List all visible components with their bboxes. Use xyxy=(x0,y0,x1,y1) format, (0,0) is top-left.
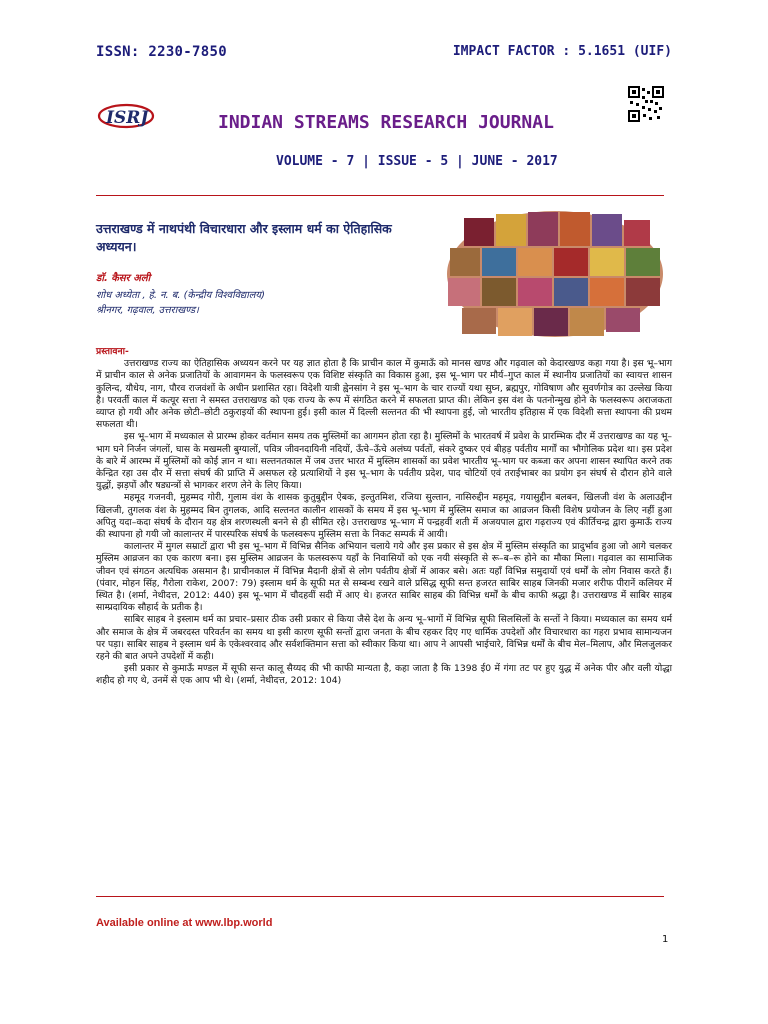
affiliation-line-2: श्रीनगर, गढ़वाल, उत्तराखण्ड। xyxy=(96,305,199,316)
isrj-logo xyxy=(96,100,158,136)
paragraph-3: महमूद गजनवी, मुहम्मद गोरी, गुलाम वंश के शासक कुतुबुद्दीन ऐबक, इल्तुतमिश, रजिया सुल्तान, नासिरुद्दीन महमूद, गयासुद्दीन बलबन, खिलजी वंश के अलाउद्दीन खिलजी, तुगलक वंश के मुहम्मद बिन तुगलक, आदि सल्तनत कालीन शासकों के समय में इस भू–भाग में मुस्लिम समाज का आव्रजन किसी विशेष प्रयोजन के लिए नहीं हुआ अपितु यदा–कदा संघर्ष के दौरान यह क्षेत्र शरणस्थली बनने से ही सीमित रहे। उत्तराखण्ड भू–भाग में पन्द्रहवीं शती में अजयपाल द्वारा गढ़राज्य एवं कीर्तिचन्द्र द्वारा कुमाऊँ राज्य की स्थापना हो गयी जो कालान्तर में पारस्परिक संघर्ष के फलस्वरूप मुस्लिम सत्ता के निकट सम्पर्क में आयी। xyxy=(96,492,672,541)
issn: ISSN: 2230-7850 xyxy=(96,44,227,60)
paragraph-2: इस भू–भाग में मध्यकाल से प्रारम्भ होकर वर्तमान समय तक मुस्लिमों का आगमन होता रहा है। मुस्लिमों के भारतवर्ष में प्रवेश के प्रारम्भिक दौर में उत्तराखण्ड का यह भू–भाग घने निर्जन जंगलों, घास के मखमली बुग्यालों, पवित्र जीवनदायिनी नदियों, ऊँचे–ऊँचे अलंघ्य पर्वतों, संकरे दुष्कर एवं बीहड़ पर्वतीय मार्गों का भौगोलिक प्रदेश था। इस प्रदेश के बारे में आरम्भ में मुस्लिमों को कोई ज्ञान न था। सल्तनतकाल में जब उत्तर भारत में मुस्लिम शासकों का प्रवेश भारतीय भू–भाग पर कब्जा कर अपना शासन स्थापित करने तक केन्द्रित रहा उस दौर में सत्ता संघर्ष की प्राप्ति में असफल रहे प्रत्याशियों ने इस भू–भाग के पर्वतीय प्रदेश, पाद चोटियों एवं तराईभाबर का प्रयोग इन संघर्ष से दौरान होने वाले युद्धों, झड़पों और षड्यन्त्रों से भागकर शरण लेने के लिए किया। xyxy=(96,431,672,492)
footer-rule xyxy=(96,896,664,897)
paragraph-4: कालान्तर में मुगल सम्राटों द्वारा भी इस भू–भाग में विभिन्न सैनिक अभियान चलाये गये और इस प्रकार से इस क्षेत्र में मुस्लिम संस्कृति का प्रादुर्भाव हुआ जो आगे चलकर मुस्लिम आव्रजन का एक कारण बना। इस मुस्लिम आव्रजन के फलस्वरूप यहाँ के निवासियों को एक नयी संस्कृति से रू–ब–रू होने का मौका मिला। गढ़वाल का सामाजिक जीवन एवं संगठन अत्यधिक असमान है। प्राचीनकाल में विभिन्न मैदानी क्षेत्रों से लोग पर्वतीय क्षेत्रों में आकर बसे। अतः यहाँ विभिन्न समुदायों एवं धर्मों के लोग निवास करते हैं। (पंवार, मोहन सिंह, गैरोला राकेश, 2007: 79) इस्लाम धर्म के सूफी मत से सम्बन्ध रखने वाले प्रसिद्ध सूफी सन्त हजरत साबिर साहब जिनकी मजार शरीफ पीरानें कलियर में स्थित है। (शर्मा, नेथीदत्त, 2012: 440) इस भू–भाग में चौदहवीं सदी में आए थे। हजरत साबिर साहब की विभिन्न धर्मों के बीच काफी श्रद्धा है। उत्तराखण्ड में साबिर साहब साम्प्रदायिक सौहार्द के प्रतीक है। xyxy=(96,541,672,614)
paragraph-5: साबिर साहब ने इस्लाम धर्म का प्रचार–प्रसार ठीक उसी प्रकार से किया जैसे देश के अन्य भू–भागों में विभिन्न सूफी सिलसिलों के सन्तों ने किया। मध्यकाल का समय धर्म और समाज के क्षेत्र में जबरदस्त परिवर्तन का समय था इसी कारण सूफी सन्तों द्वारा जनता के बीच रहकर दिए गए धार्मिक उपदेशों और विचारधारा का गहरा प्रभाव सामान्यजन पर पड़ा। साबिर साहब ने इस्लाम धर्म के एकेश्वरवाद और सर्वशक्तिमान सत्ता को स्वीकार किया था। आप ने आपसी भाईचारे, विभिन्न धर्मों के बीच मेल–मिलाप, और मिलजुलकर रहने की बात अपने उपदेशों में कही। xyxy=(96,614,672,663)
page-number: 1 xyxy=(662,934,669,945)
article-title: उत्तराखण्ड में नाथपंथी विचारधारा और इस्लाम धर्म का ऐतिहासिक अध्ययन। xyxy=(96,221,392,254)
author-name: डॉ. कैसर अली xyxy=(96,273,151,284)
affiliation-line-1: शोध अध्येता , हे. न. ब. (केन्द्रीय विश्वविद्यालय) xyxy=(96,290,265,301)
logo-text: ISRJ xyxy=(106,108,149,128)
impact-factor: IMPACT FACTOR : 5.1651 (UIF) xyxy=(452,44,672,59)
paragraph-6: इसी प्रकार से कुमाऊँ मण्डल में सूफी सन्त कालू सैय्यद की भी काफी मान्यता है, कहा जाता है कि 1398 ई0 में गंगा तट पर हुए युद्ध में अनेक पीर और वली योद्धा शहीद हो गए थे, उनमें से एक आप भी थे। (शर्मा, नेथीदत्त, 2012: 104) xyxy=(96,663,672,687)
author-affiliation xyxy=(96,288,416,318)
paragraph-1: उत्तराखण्ड राज्य का ऐतिहासिक अध्ययन करने पर यह ज्ञात होता है कि प्राचीन काल में कुमाऊँ को मानस खण्ड और गढ़वाल को केदारखण्ड कहा गया है। इस भू–भाग में प्राचीन काल से अनेक प्रजातियों के आवागमन के फलस्वरूप एक विशिष्ट संस्कृति का विकास हुआ, इस भू–भाग पर मौर्य–गुप्त काल में स्थानीय प्रजातियों का स्वायत्त शासन कुलिन्द, यौधेय, नाग, पौरव राजवंशों के अधीन प्रशासित रहा। विदेशी यात्री ह्वेनसांग ने इस भू–भाग के चार राज्यों यथा सुघ्न, ब्रह्मपुर, गोविषाण और सुवर्णगोत्र का उल्लेख किया है। परवर्ती काल में कत्यूर सत्ता ने समस्त उत्तराखण्ड को एक राज्य के रूप में संगठित करने में सफलता प्राप्त की। लेकिन इस वंश के पतनोन्मुख होने के फलस्वरूप अराजकता व्याप्त हो गयी और अनेक छोटी–छोटी ठकुराइयों की स्थापना हुई। इसी काल में दिल्ली सल्तनत की भी स्थापना हुई, जो भारतीय इतिहास में एक विदेशी सत्ता स्थापना की प्रथम सफलता थी। xyxy=(96,358,672,431)
available-online-link[interactable]: Available online at www.lbp.world xyxy=(96,917,273,929)
header-rule xyxy=(96,195,664,196)
section-heading: प्रस्तावना- xyxy=(96,346,129,357)
journal-name: INDIAN STREAMS RESEARCH JOURNAL xyxy=(218,112,554,133)
volume-issue: VOLUME - 7 | ISSUE - 5 | JUNE - 2017 xyxy=(276,154,558,169)
qr-code-icon[interactable] xyxy=(628,86,664,122)
article-body xyxy=(96,346,672,688)
photo-collage xyxy=(446,210,664,338)
